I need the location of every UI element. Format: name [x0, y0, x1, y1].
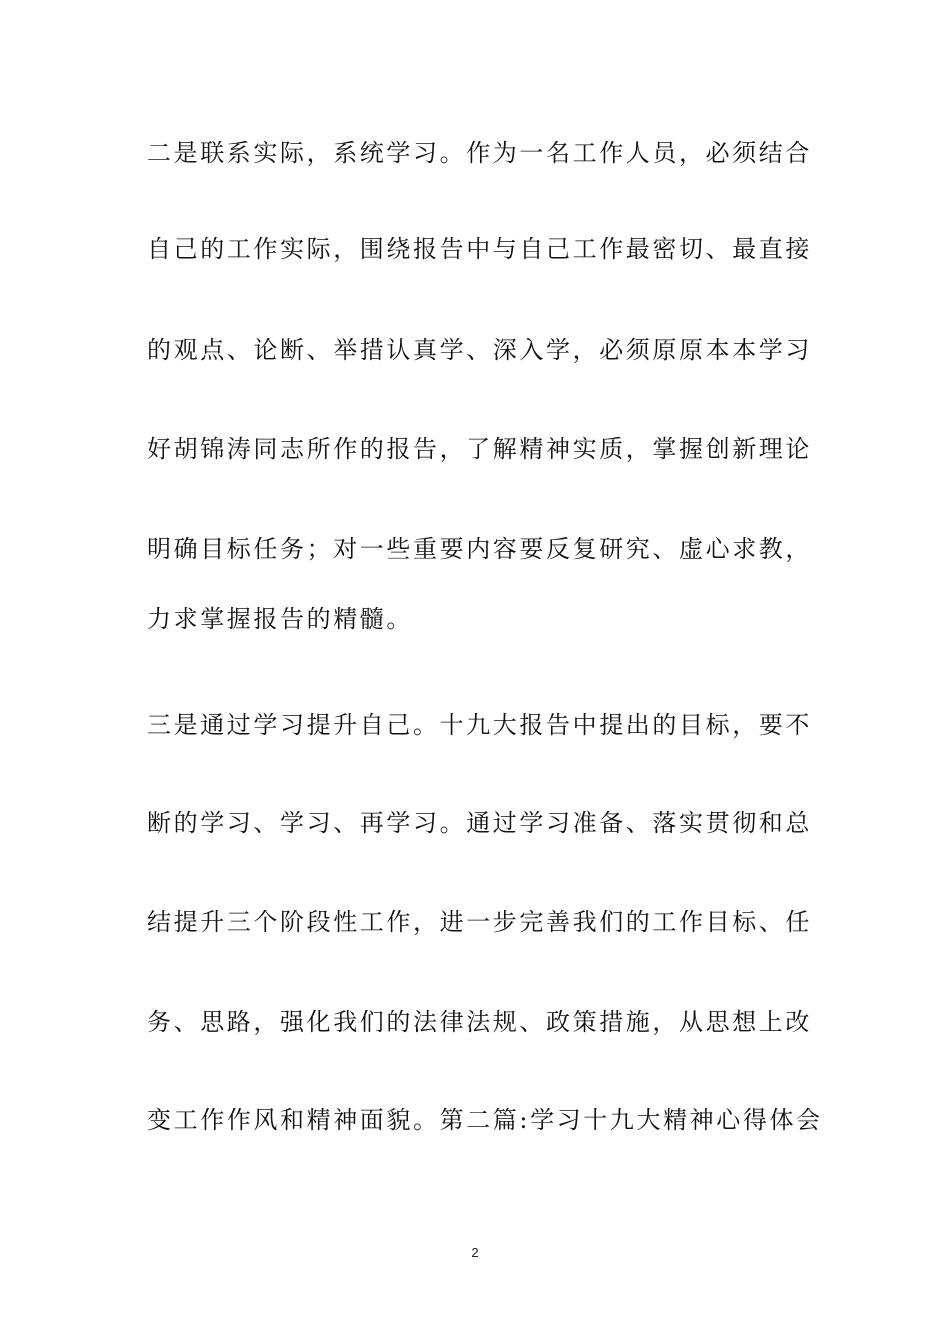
paragraph-1-line-6: 力求掌握报告的精髓。: [147, 605, 413, 633]
paragraph-2-line-2: 断的学习、学习、再学习。通过学习准备、落实贯彻和总: [147, 809, 812, 837]
paragraph-2-line-5: 变工作作风和精神面貌。第二篇:学习十九大精神心得体会: [147, 1106, 823, 1134]
paragraph-2-line-3: 结提升三个阶段性工作，进一步完善我们的工作目标、任: [147, 908, 812, 936]
paragraph-1-line-4: 好胡锦涛同志所作的报告，了解精神实质，掌握创新理论: [147, 435, 812, 463]
paragraph-2-line-4: 务、思路，强化我们的法律法规、政策措施，从思想上改: [147, 1008, 812, 1036]
paragraph-1-line-1: 二是联系实际，系统学习。作为一名工作人员，必须结合: [147, 139, 812, 167]
paragraph-1-line-2: 自己的工作实际，围绕报告中与自己工作最密切、最直接: [147, 235, 812, 263]
paragraph-2-line-1: 三是通过学习提升自己。十九大报告中提出的目标，要不: [147, 711, 812, 739]
paragraph-1-line-5: 明确目标任务；对一些重要内容要反复研究、虚心求教，: [147, 535, 812, 563]
page-number: 2: [471, 1245, 479, 1260]
paragraph-1-line-3: 的观点、论断、举措认真学、深入学，必须原原本本学习: [147, 336, 812, 364]
